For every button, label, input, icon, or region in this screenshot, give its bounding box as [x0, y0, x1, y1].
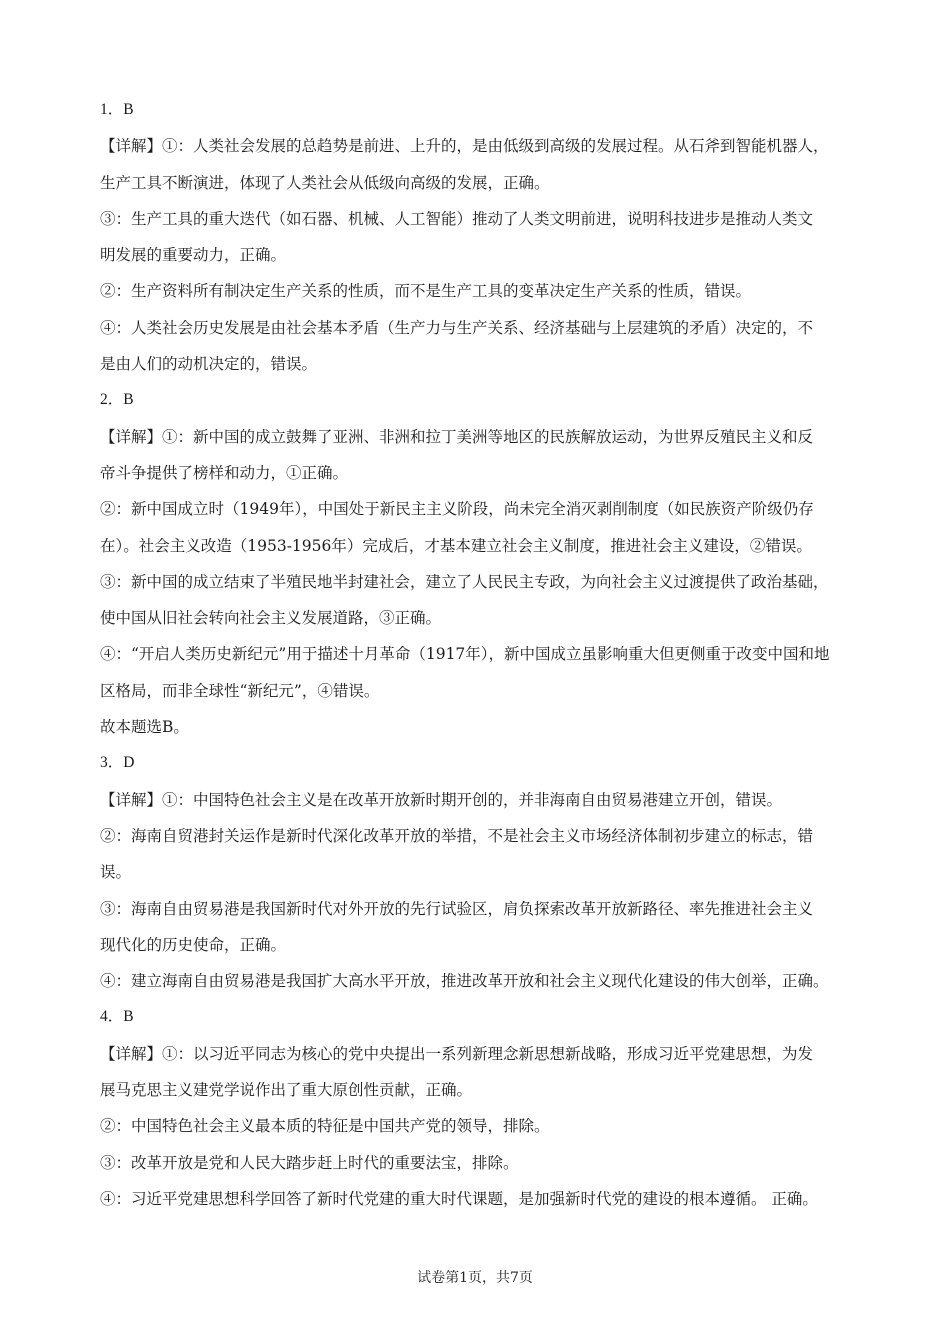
explanation-line: ②：中国特色社会主义最本质的特征是中国共产党的领导，排除。 — [100, 1117, 550, 1136]
explanation-line: ②：新中国成立时（1949年），中国处于新民主主义阶段，尚未完全消灭剥削制度（如民族资产阶级仍存 — [100, 500, 814, 519]
explanation-line: 现代化的历史使命，正确。 — [100, 935, 287, 954]
explanation-line: ④：习近平党建思想科学回答了新时代党建的重大时代课题，是加强新时代党的建设的根本遵循。 正确。 — [100, 1189, 818, 1208]
explanation-line: ③：生产工具的重大迭代（如石器、机械、人工智能）推动了人类文明前进，说明科技进步是推动人类文 — [100, 209, 814, 228]
explanation-line: ④：建立海南自由贸易港是我国扩大高水平开放，推进改革开放和社会主义现代化建设的伟大创举，正确。 — [100, 972, 829, 991]
explanation-line: ③：海南自由贸易港是我国新时代对外开放的先行试验区，肩负探索改革开放新路径、率先推进社会主义 — [100, 899, 814, 918]
explanation-line: 帝斗争提供了榜样和动力，①正确。 — [100, 463, 349, 482]
explanation-line: 【详解】①：人类社会发展的总趋势是前进、上升的，是由低级到高级的发展过程。从石斧到智能机器人， — [100, 137, 829, 156]
explanation-line: 是由人们的动机决定的，错误。 — [100, 355, 318, 374]
explanation-line: 生产工具不断演进，体现了人类社会从低级向高级的发展，正确。 — [100, 173, 550, 192]
explanation-line: ③：新中国的成立结束了半殖民地半封建社会，建立了人民民主专政，为向社会主义过渡提供了政治基础， — [100, 572, 829, 591]
explanation-line: 区格局，而非全球性“新纪元”，④错误。 — [100, 681, 380, 700]
explanation-line: 使中国从旧社会转向社会主义发展道路，③正确。 — [100, 609, 442, 628]
explanation-line: ②：生产资料所有制决定生产关系的性质，而不是生产工具的变革决定生产关系的性质，错误。 — [100, 282, 752, 301]
explanation-line: ③：改革开放是党和人民大踏步赶上时代的重要法宝，排除。 — [100, 1153, 519, 1172]
explanation-line: 【详解】①：新中国的成立鼓舞了亚洲、非洲和拉丁美洲等地区的民族解放运动，为世界反殖民主义和反 — [100, 427, 814, 446]
explanation-line: 故本题选B。 — [100, 718, 189, 737]
explanation-line: 【详解】①：以习近平同志为核心的党中央提出一系列新理念新思想新战略，形成习近平党建思想，为发 — [100, 1044, 814, 1063]
explanation-line: ②：海南自贸港封关运作是新时代深化改革开放的举措，不是社会主义市场经济体制初步建立的标志，错 — [100, 826, 814, 845]
answer-content — [100, 92, 860, 1217]
answer-heading: 1．B — [100, 101, 134, 118]
explanation-line: 误。 — [100, 863, 132, 882]
answer-heading: 3．D — [100, 754, 135, 772]
explanation-line: 明发展的重要动力，正确。 — [100, 246, 287, 265]
explanation-line: 在）。社会主义改造（1953-1956年）完成后，才基本建立社会主义制度，推进社会主义建设，②错误。 — [100, 536, 812, 555]
explanation-line: ④：“开启人类历史新纪元”用于描述十月革命（1917年），新中国成立虽影响重大但更侧重于改变中国和地 — [100, 645, 830, 664]
page-footer: 试卷第1页，共7页 — [417, 1270, 533, 1286]
explanation-line: ④：人类社会历史发展是由社会基本矛盾（生产力与生产关系、经济基础与上层建筑的矛盾）决定的，不 — [100, 318, 814, 337]
answer-heading: 4．B — [100, 1008, 134, 1026]
answer-heading: 2．B — [100, 391, 134, 409]
explanation-line: 【详解】①：中国特色社会主义是在改革开放新时期开创的，并非海南自由贸易港建立开创，错误。 — [100, 790, 783, 809]
explanation-line: 展马克思主义建党学说作出了重大原创性贡献，正确。 — [100, 1081, 473, 1100]
